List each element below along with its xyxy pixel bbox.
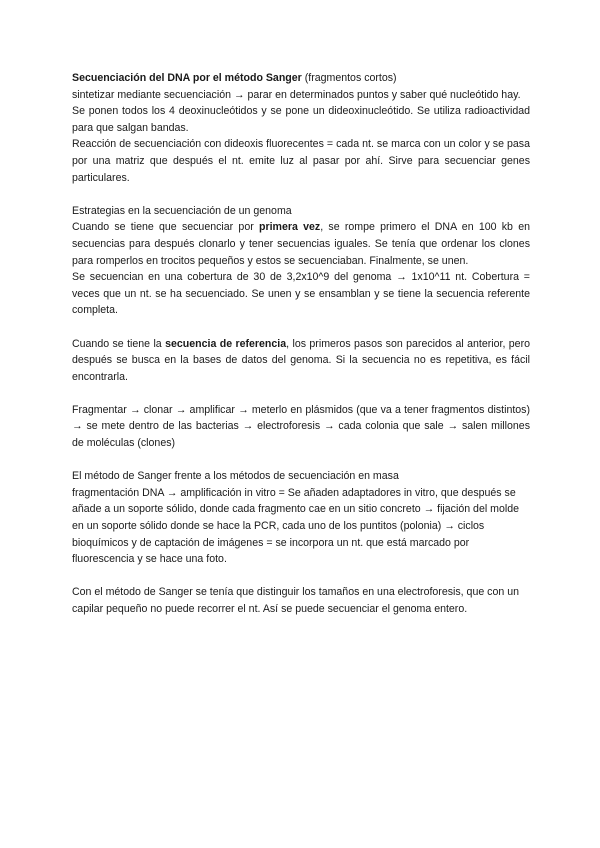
paragraph-sanger-conclusion: Con el método de Sanger se tenía que distinguir los tamaños en una electroforesis, que con un capilar pequeño no puede recorrer el nt. Así se puede secuenciar el genoma entero. [72,586,519,615]
paragraph-mass-sequencing-workflow: fragmentación DNA → amplificación in vitro = Se añaden adaptadores in vitro, que después se añade a un soporte sólido, donde cada fragmento cae en un sitio concreto → fijación del molde en un soporte sólido donde se hace la PCR, cada uno de los puntitos (polonia) → ciclos bioquímicos y de captación de imágenes = se incorpora un nt. que está marcado por fluorescencia y se hace una foto. [72,486,519,566]
section-heading-sanger-vs-mass: El método de Sanger frente a los métodos de secuenciación en masa [72,470,399,483]
spacer [72,319,530,336]
document-page [72,70,530,618]
spacer [72,385,530,402]
bold-term-reference-sequence: secuencia de referencia [165,337,287,350]
paragraph-sanger-intro: sintetizar mediante secuenciación → parar en determinados puntos y saber qué nucleótido hay. [72,88,521,101]
paragraph-deoxinucleotides: Se ponen todos los 4 deoxinucleótidos y se pone un dideoxinucleótido. Se utiliza radioactividad para que salgan bandas. [72,105,530,134]
paragraph-fluorescent-reaction: Reacción de secuenciación con dideoxis fluorecentes = cada nt. se marca con un color y se pasa por una matriz que después el nt. emite luz al pasar por ahí. Sirve para secuenciar genes particulares. [72,138,530,184]
section-heading-genome-strategies: Estrategias en la secuenciación de un genoma [72,204,292,217]
paragraph-reference-sequence [72,336,530,386]
spacer [72,568,530,585]
paragraph-coverage: Se secuencian en una cobertura de 30 de 3,2x10^9 del genoma → 1x10^11 nt. Cobertura = veces que un nt. se ha secuenciado. Se unen y se ensamblan y se tiene la secuencia referente completa. [72,271,530,317]
paragraph-cloning-workflow: Fragmentar → clonar → amplificar → meterlo en plásmidos (que va a tener fragmentos distintos) → se mete dentro de las bacterias → electroforesis → cada colonia que sale → salen millones de moléculas (clones) [72,403,530,450]
paragraph-first-time-sequencing [72,219,530,269]
text-span: , los primeros pasos son parecidos al anterior, pero después se busca en la bases de datos del genoma. Si la secuencia no es repetitiva, es fácil encontrarla. [72,337,530,383]
text-span: Cuando se tiene la [72,337,166,350]
text-span: , se rompe primero el DNA en 100 kb en secuencias para después clonarlo y tener secuencias iguales. Se tenía que ordenar los clones para romperlos en trocitos pequeños y estos se secuenciaban. Finalmente, se unen. [72,221,530,267]
spacer [72,452,530,469]
title-subtitle: (fragmentos cortos) [301,72,397,84]
document-title [72,70,530,87]
title-bold: Secuenciación del DNA por el método Sanger [72,72,302,84]
spacer [72,186,530,203]
bold-term-first-time: primera vez [259,221,321,234]
text-span: Cuando se tiene que secuenciar por [72,221,259,234]
